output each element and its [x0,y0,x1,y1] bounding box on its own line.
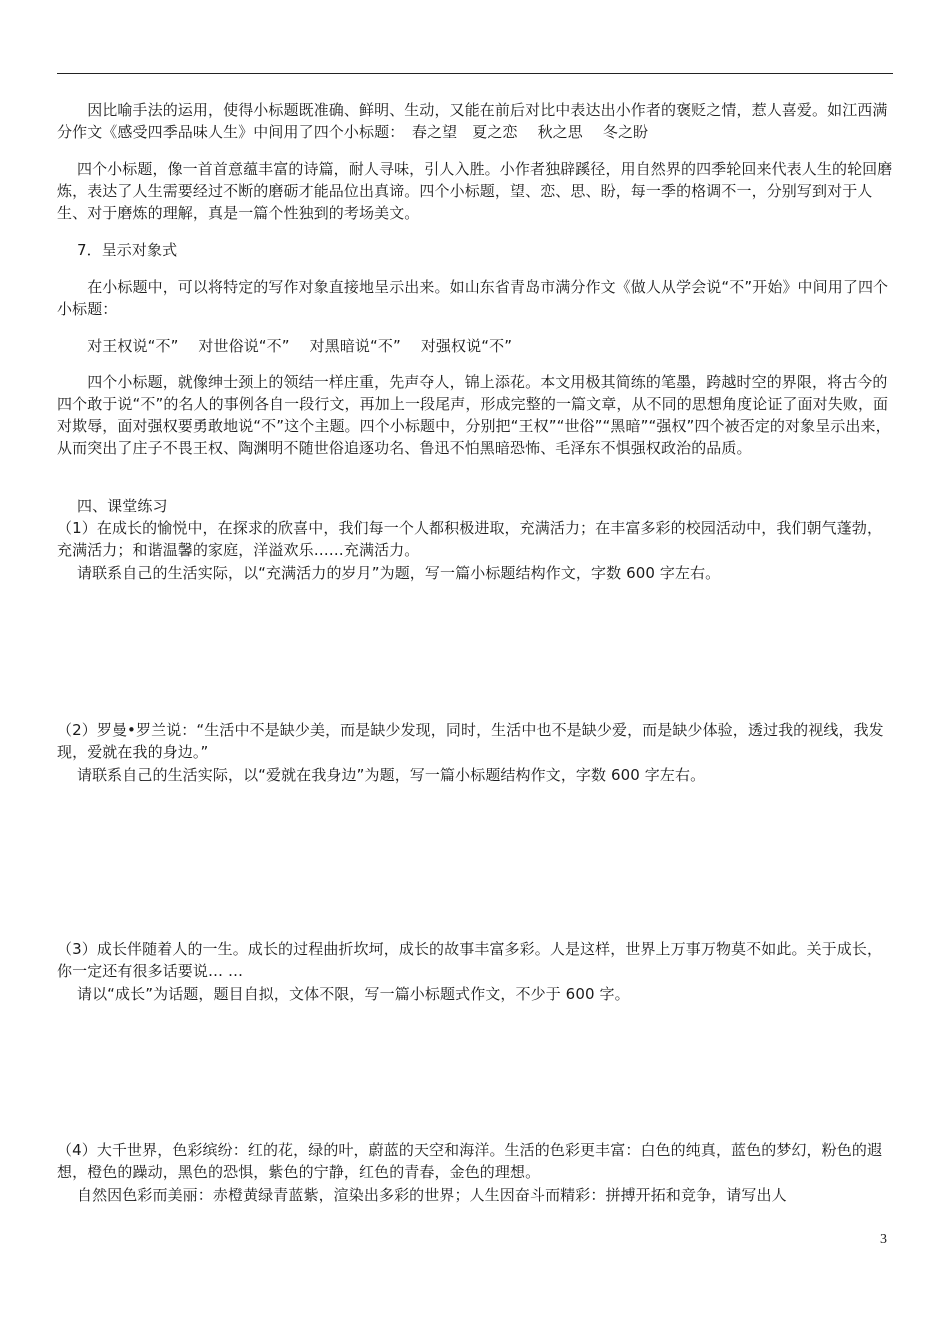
section-heading-exercise: 四、课堂练习 [57,497,168,515]
exercise-3-prompt: （3）成长伴随着人的一生。成长的过程曲折坎坷，成长的故事丰富多彩。人是这样，世界上万事万物莫不如此。关于成长，你一定还有很多话要说… … [57,940,883,980]
exercise-2-task: 请联系自己的生活实际，以“爱就在我身边”为题，写一篇小标题结构作文，字数 600 字左右。 [57,766,706,784]
header-rule [57,73,893,74]
exercise-1-task: 请联系自己的生活实际，以“充满活力的岁月”为题，写一篇小标题结构作文，字数 600 字左右。 [57,564,721,582]
exercise-4-task: 自然因色彩而美丽：赤橙黄绿青蓝紫，渲染出多彩的世界；人生因奋斗而精彩：拼搏开拓和竞争，请写出人 [57,1186,787,1204]
paragraph-metaphor-usage: 因比喻手法的运用，使得小标题既准确、鲜明、生动，又能在前后对比中表达出小作者的褒贬之情，惹人喜爱。如江西满分作文《感受四季品味人生》中间用了四个小标题： 春之望 夏之恋 秋之思 冬之盼 [57,101,888,141]
exercise-4-prompt: （4）大千世界，色彩缤纷：红的花，绿的叶，蔚蓝的天空和海洋。生活的色彩更丰富：白色的纯真，蓝色的梦幻，粉色的遐想，橙色的躁动，黑色的恐惧，紫色的宁静，红色的青春，金色的理想。 [57,1141,883,1181]
subtitle-list: 对王权说“不” 对世俗说“不” 对黑暗说“不” 对强权说“不” [57,337,513,355]
exercise-3-task: 请以“成长”为话题，题目自拟，文体不限，写一篇小标题式作文，不少于 600 字。 [57,985,630,1003]
page-number: 3 [880,1232,887,1247]
paragraph-present-object: 在小标题中，可以将特定的写作对象直接地呈示出来。如山东省青岛市满分作文《做人从学会说“不”开始》中间用了四个小标题： [57,278,889,318]
exercise-1-prompt: （1）在成长的愉悦中，在探求的欣喜中，我们每一个人都积极进取，充满活力；在丰富多彩的校园活动中，我们朝气蓬勃，充满活力；和谐温馨的家庭，洋溢欢乐……充满活力。 [57,519,883,559]
exercise-2-prompt: （2）罗曼•罗兰说：“生活中不是缺少美，而是缺少发现，同时，生活中也不是缺少爱，而是缺少体验，透过我的视线，我发现，爱就在我的身边。” [57,721,884,761]
paragraph-analysis: 四个小标题，就像绅士颈上的领结一样庄重，先声夺人，锦上添花。本文用极其简练的笔墨，跨越时空的界限，将古今的四个敢于说“不”的名人的事例各自一段行文，再加上一段尾声，形成完整的一篇文章，从不同的思想角度论证了面对失败，面对欺辱，面对强权要勇敢地说“不”这个主题。四个小标题中，分别把“王权”“世俗”“黑暗”“强权”四个被否定的对象呈示出来，从而突出了庄子不畏王权、陶渊明不随世俗追逐功名、鲁迅不怕黑暗恐怖、毛泽东不惧强权政治的品质。 [57,373,891,457]
section-heading-7: 7．呈示对象式 [57,241,178,259]
paragraph-four-subtitles: 四个小标题，像一首首意蕴丰富的诗篇，耐人寻味，引人入胜。小作者独辟蹊径，用自然界的四季轮回来代表人生的轮回磨炼，表达了人生需要经过不断的磨砺才能品位出真谛。四个小标题，望、恋、思、盼，每一季的格调不一，分别写到对于人生、对于磨炼的理解，真是一篇个性独到的考场美文。 [57,160,893,222]
